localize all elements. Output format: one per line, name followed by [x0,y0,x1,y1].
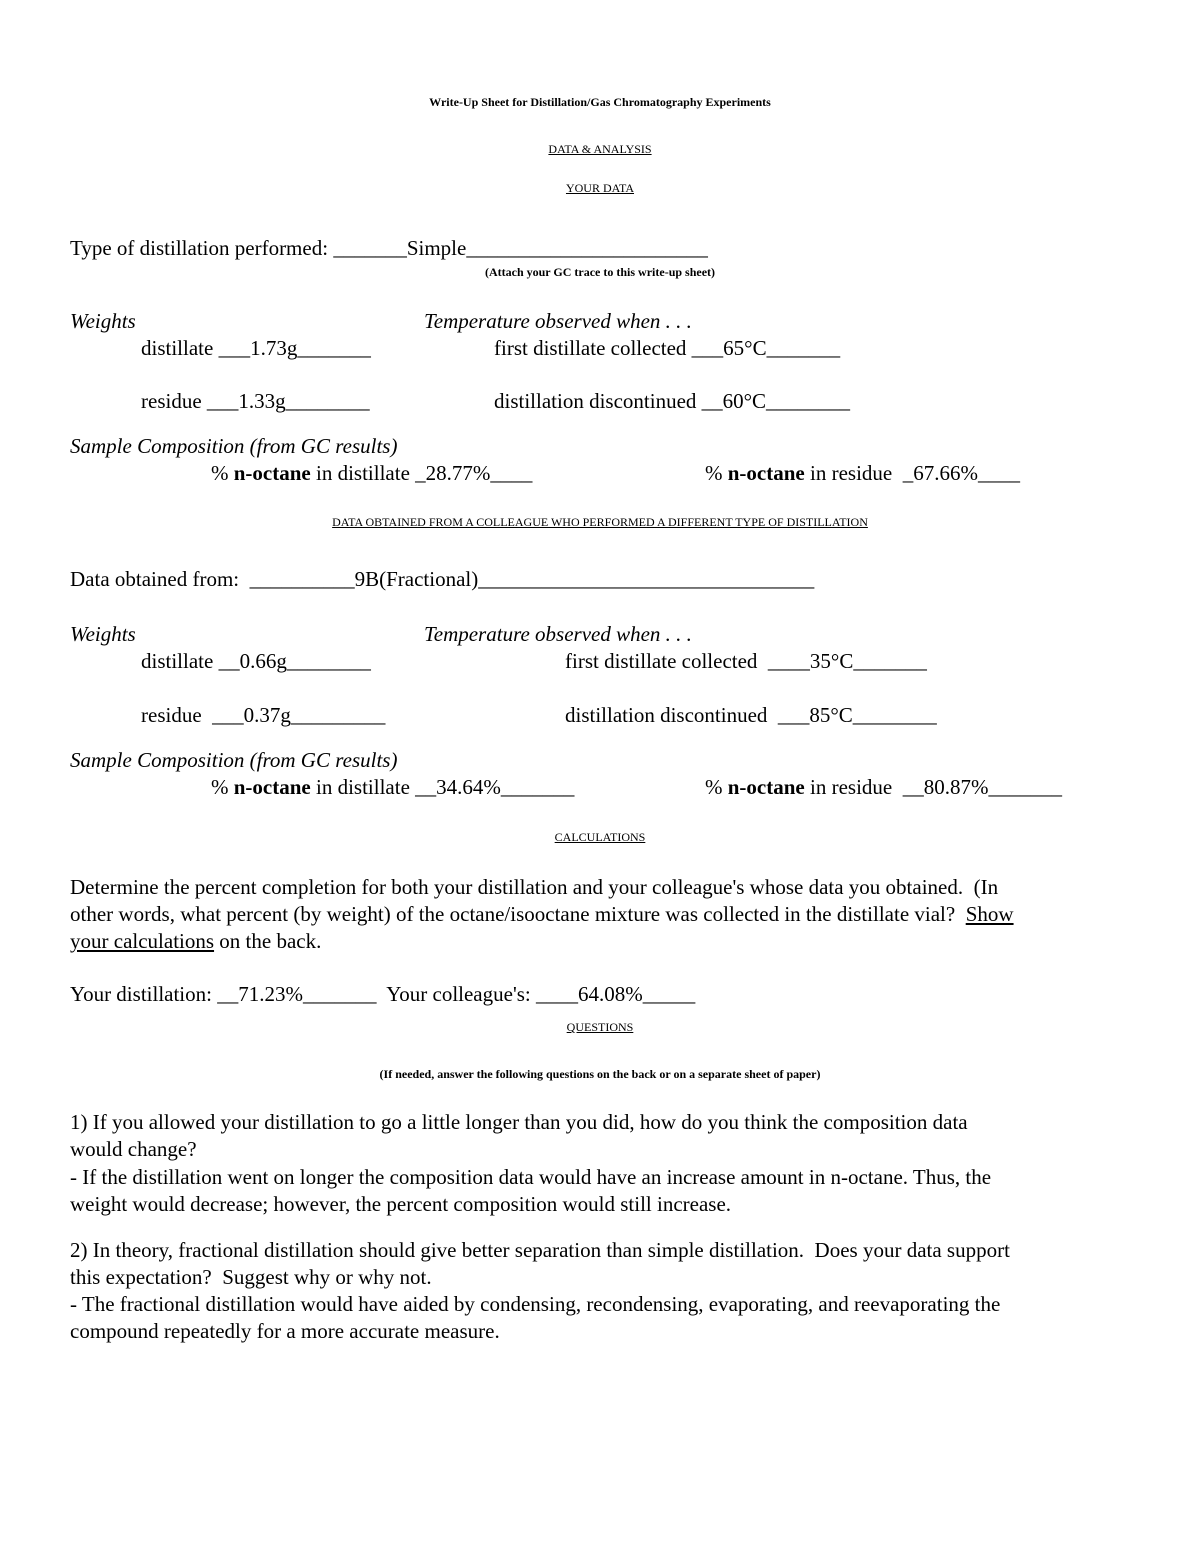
colleague-composition-label: Sample Composition (from GC results) [70,748,398,772]
calc-text-line3 [70,931,321,952]
colleague-discontinued-temp: distillation discontinued ___85°C________ [565,703,937,727]
n-octane-label: n-octane [727,461,805,485]
calc-text-line3-body: on the back. [214,929,322,953]
colleague-weights-label: Weights [70,622,136,646]
n-octane-label: n-octane [233,775,311,799]
distillation-type-line [70,238,708,259]
colleague-octane-distillate-value: in distillate __34.64%_______ [310,775,575,799]
questions-heading: QUESTIONS [566,1020,634,1034]
your-discontinued-temp: distillation discontinued __60°C________ [494,389,851,413]
colleague-heading: DATA OBTAINED FROM A COLLEAGUE WHO PERFORMED A DIFFERENT TYPE OF DISTILLATION [332,515,868,529]
completion-results: Your distillation: __71.23%_______ Your colleague's: ____64.08%_____ [70,982,696,1006]
calc-text-line1: Determine the percent completion for both your distillation and your colleague's whose data you obtained. (In [70,875,999,899]
your-residue-weight: residue ___1.33g________ [141,389,370,413]
colleague-distillate-weight: distillate __0.66g________ [141,649,371,673]
distillation-type-label: Type of distillation performed: [70,236,334,260]
q2-line1: 2) In theory, fractional distillation should give better separation than simple distillation. Does your data support [70,1238,1010,1262]
percent-sign: % [705,461,728,485]
colleague-octane-residue [705,777,1062,798]
colleague-temperature-label: Temperature observed when . . . [424,622,692,646]
q1-line1: 1) If you allowed your distillation to go a little longer than you did, how do you think the composition data [70,1110,968,1134]
colleague-residue-weight: residue ___0.37g_________ [141,703,386,727]
your-weights-label: Weights [70,309,136,333]
q1-answer-line1: - If the distillation went on longer the composition data would have an increase amount in n-octane. Thus, the [70,1165,992,1189]
n-octane-label: n-octane [727,775,805,799]
data-from-label: Data obtained from: [70,567,250,591]
q1-line2: would change? [70,1137,197,1161]
data-from-value: __________9B(Fractional)________________________________ [249,567,815,591]
data-analysis-heading: DATA & ANALYSIS [548,142,652,156]
colleague-octane-distillate [211,777,574,798]
q2-answer-line2: compound repeatedly for a more accurate measure. [70,1319,500,1343]
n-octane-label: n-octane [233,461,311,485]
calculations-heading: CALCULATIONS [554,830,646,844]
q1-answer-line2: weight would decrease; however, the percent composition would still increase. [70,1192,732,1216]
your-temperature-label: Temperature observed when . . . [424,309,692,333]
your-distillate-weight: distillate ___1.73g_______ [141,336,371,360]
data-from-line [70,569,814,590]
q2-line2: this expectation? Suggest why or why not. [70,1265,432,1289]
your-octane-residue-value: in residue _67.66%____ [804,461,1020,485]
colleague-octane-residue-value: in residue __80.87%_______ [804,775,1062,799]
calc-text-show: Show [965,902,1014,926]
your-data-heading: YOUR DATA [565,181,635,195]
your-octane-distillate-value: in distillate _28.77%____ [310,461,533,485]
your-composition-label: Sample Composition (from GC results) [70,434,398,458]
percent-sign: % [705,775,728,799]
calc-text-line2 [70,904,1014,925]
your-first-distillate-temp: first distillate collected ___65°C_______ [494,336,841,360]
page-title: Write-Up Sheet for Distillation/Gas Chromatography Experiments [429,95,771,109]
percent-sign: % [211,461,234,485]
colleague-first-distillate-temp: first distillate collected ____35°C_______ [565,649,927,673]
percent-sign: % [211,775,234,799]
your-octane-residue [705,463,1020,484]
distillation-type-value: _______Simple_______________________ [333,236,708,260]
q2-answer-line1: - The fractional distillation would have aided by condensing, recondensing, evaporating, and reevaporating the [70,1292,1001,1316]
questions-note: (If needed, answer the following questions on the back or on a separate sheet of paper) [379,1067,821,1081]
your-octane-distillate [211,463,532,484]
calc-text-line2-body: other words, what percent (by weight) of the octane/isooctane mixture was collected in the distillate vial? [70,902,966,926]
attach-note: (Attach your GC trace to this write-up sheet) [484,265,716,279]
calc-text-your-calculations: your calculations [70,929,215,953]
